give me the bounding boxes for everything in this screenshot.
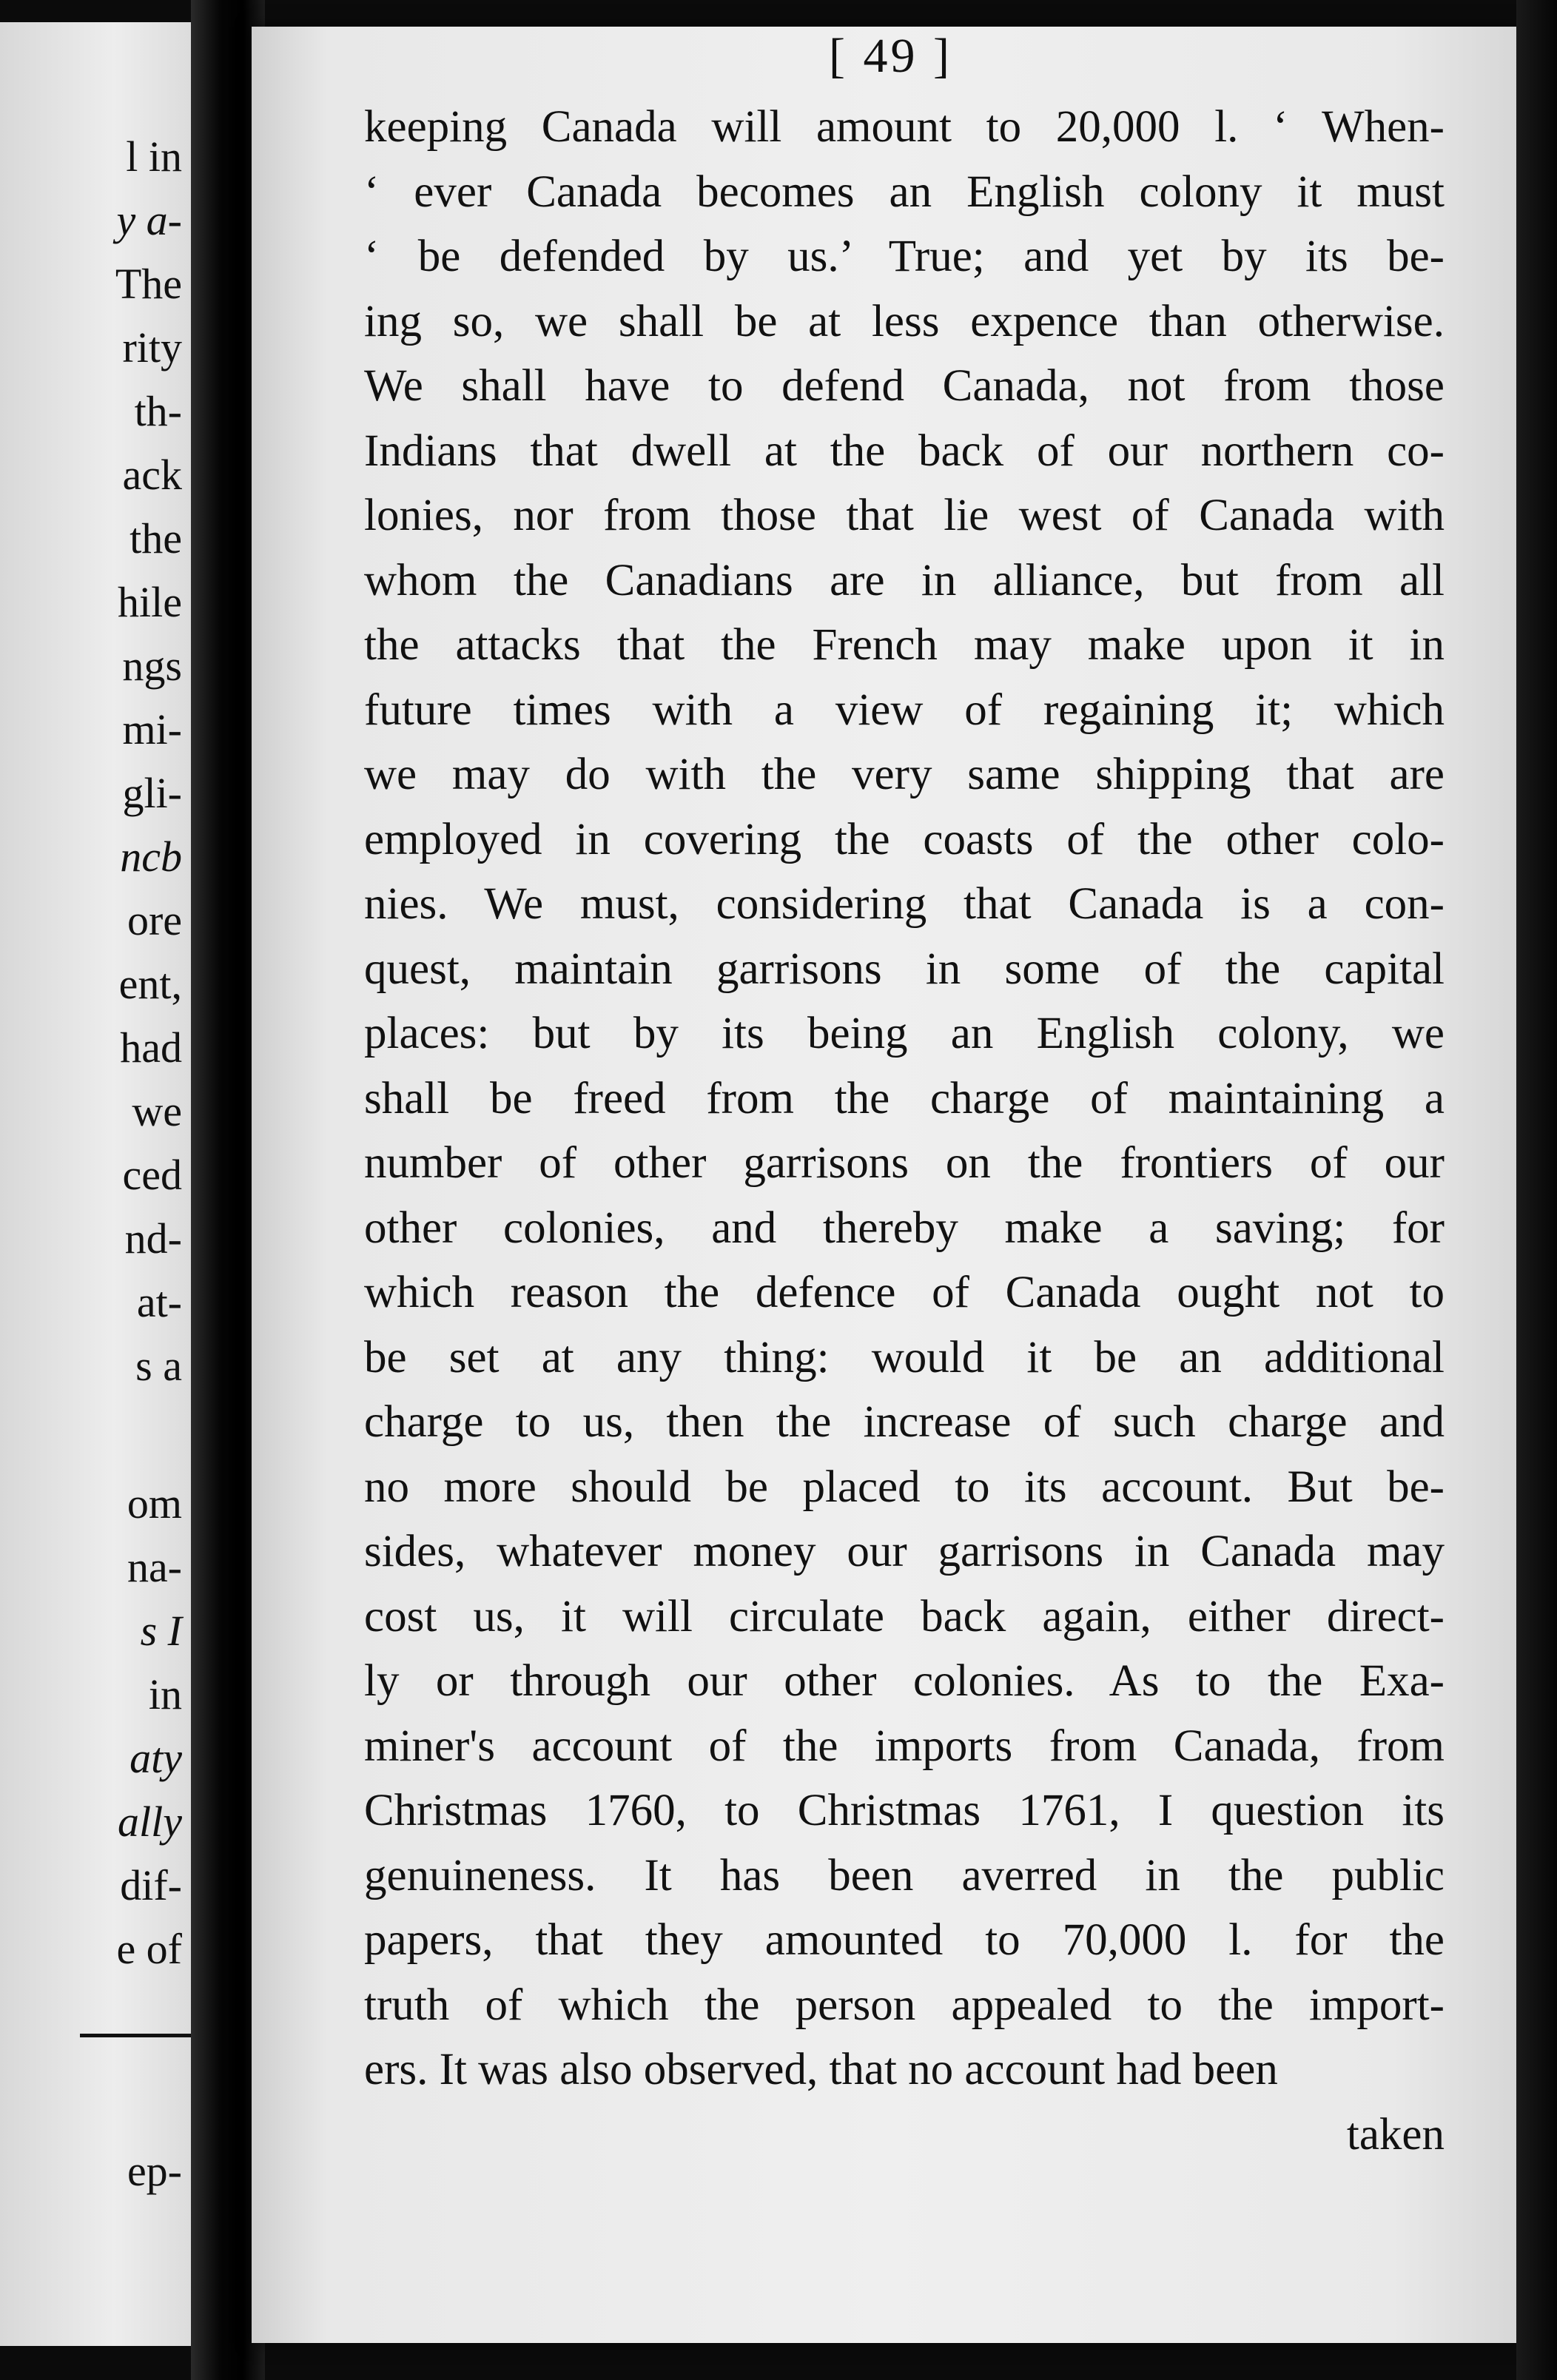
text-line: keeping Canada will amount to 20,000 l. ‘ When- [364,102,1445,152]
text-line: truth of which the person appealed to the import- [364,1980,1445,2030]
text-line: ‘ be defended by us.’ True; and yet by its be- [364,232,1445,281]
text-line: ly or through our other colonies. As to the Exa- [364,1656,1445,1706]
left-page-fragment: we [132,1087,182,1135]
text-line: employed in covering the coasts of the other colo- [364,814,1445,864]
text-line: no more should be placed to its account. But be- [364,1462,1445,1512]
text-line: genuineness. It has been averred in the public [364,1850,1445,1900]
left-page-fragment: ore [127,896,182,944]
text-line: other colonies, and thereby make a saving; for [364,1203,1445,1253]
text-line: we may do with the very same shipping that are [364,750,1445,799]
left-page-fragment: The [115,260,182,308]
left-page-fragment: mi- [122,705,182,753]
page-edge-shadow [1516,0,1557,2380]
left-page-fragment: at- [136,1278,182,1326]
page [252,27,1521,2343]
left-page-fragment: s a [135,1342,182,1390]
page-number: [ 49 ] [829,29,952,83]
left-page-fragment: l in [126,132,182,181]
text-line: Indians that dwell at the back of our northern co- [364,426,1445,476]
left-page-fragment: th- [134,387,182,435]
left-page-fragment: dif- [120,1861,182,1909]
left-page-fragment: gli- [122,769,182,817]
text-line: number of other garrisons on the frontiers of our [364,1138,1445,1188]
left-page-fragment: ack [122,451,182,499]
left-page-fragment: ngs [122,642,182,690]
text-line: quest, maintain garrisons in some of the capital [364,944,1445,994]
text-line: miner's account of the imports from Canada, from [364,1721,1445,1771]
text-line: be set at any thing: would it be an additional [364,1332,1445,1382]
left-page-fragment: s I [140,1607,182,1655]
text-line: nies. We must, considering that Canada is a con- [364,879,1445,929]
text-line: sides, whatever money our garrisons in Canada may [364,1527,1445,1576]
left-page-fragment: na- [127,1543,182,1591]
text-line: ing so, we shall be at less expence than otherwise. [364,296,1445,346]
left-page-fragment: nd- [124,1214,182,1263]
left-page-fragment: rity [122,323,182,372]
text-line: whom the Canadians are in alliance, but from all [364,555,1445,605]
left-page-fragment: ally [118,1798,182,1846]
text-line: which reason the defence of Canada ought not to [364,1268,1445,1317]
left-page-fragment: hile [118,578,182,626]
text-line: ‘ ever Canada becomes an English colony it must [364,167,1445,217]
left-page-fragment: in [148,1670,182,1718]
text-line: cost us, it will circulate back again, either direct- [364,1591,1445,1641]
body-text [364,95,1445,2167]
left-page-fragment: the [130,514,182,562]
left-page-fragment: om [127,1479,182,1527]
footnote-rule [80,2034,191,2037]
left-page-fragment: ced [122,1151,182,1199]
left-page-fragment: ep- [127,2147,182,2195]
text-line: future times with a view of regaining it; which [364,685,1445,735]
left-facing-page [0,22,191,2346]
text-line: charge to us, then the increase of such charge and [364,1397,1445,1447]
left-page-fragment: e of [116,1925,182,1973]
catchword: taken [1346,2109,1445,2159]
text-line: shall be freed from the charge of maintaining a [364,1073,1445,1123]
left-page-fragment: ent, [118,960,182,1008]
text-line: lonies, nor from those that lie west of Canada with [364,491,1445,540]
text-line: places: but by its being an English colony, we [364,1009,1445,1058]
text-line: the attacks that the French may make upon it in [364,620,1445,670]
left-page-fragment: had [120,1023,182,1072]
left-page-fragment: y a- [116,196,182,244]
left-page-fragment: aty [130,1734,182,1782]
text-line: We shall have to defend Canada, not from those [364,361,1445,411]
text-line: Christmas 1760, to Christmas 1761, I question its [364,1786,1445,1835]
left-page-fragment: ncb [120,833,182,881]
text-line: ers. It was also observed, that no account had been [364,2045,1278,2094]
text-line: papers, that they amounted to 70,000 l. for the [364,1915,1445,1965]
